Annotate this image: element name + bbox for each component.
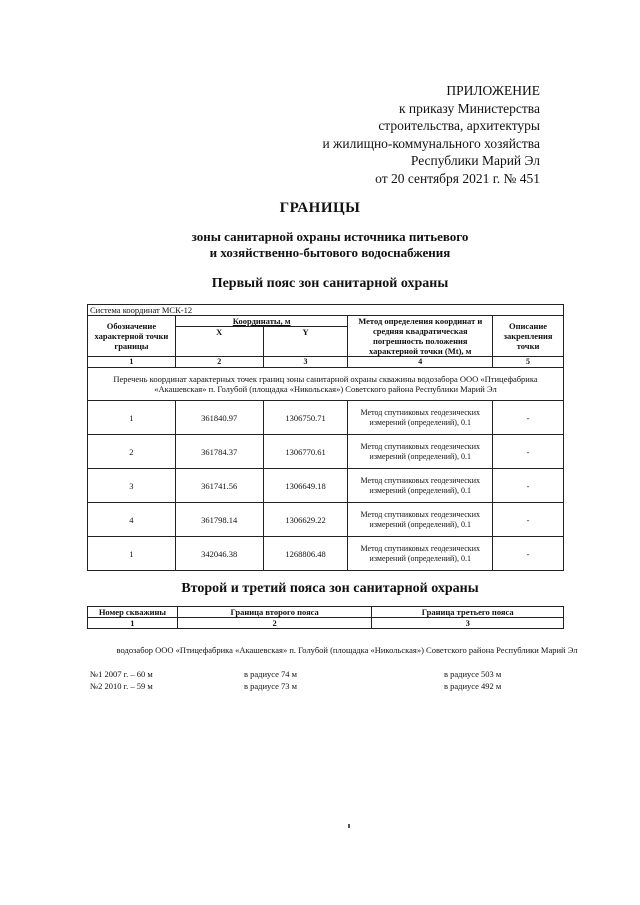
appendix-block bbox=[240, 82, 540, 187]
appendix-line: ПРИЛОЖЕНИЕ bbox=[446, 83, 540, 98]
well-number: №2 2010 г. – 59 м bbox=[90, 681, 153, 691]
cell-y: 1306629.22 bbox=[263, 503, 348, 537]
header-method: Метод определения координат и средняя квадратическая погрешность положения характерной точки (Mt), м bbox=[348, 316, 493, 357]
cell-method: Метод спутниковых геодезических измерений (определений), 0.1 bbox=[348, 469, 493, 503]
col-number: 3 bbox=[263, 357, 348, 368]
cell-method: Метод спутниковых геодезических измерений (определений), 0.1 bbox=[348, 537, 493, 571]
coord-system-label: Система координат МСК-12 bbox=[88, 305, 564, 316]
cell-x: 361798.14 bbox=[175, 503, 263, 537]
col-number: 1 bbox=[88, 618, 178, 629]
cell-y: 1268806.48 bbox=[263, 537, 348, 571]
well-second-zone: в радиусе 74 м bbox=[244, 669, 298, 679]
header-coords: Координаты, м bbox=[175, 316, 348, 327]
cell-method: Метод спутниковых геодезических измерений (определений), 0.1 bbox=[348, 503, 493, 537]
zones-table bbox=[87, 606, 564, 629]
header-third-zone: Граница третьего пояса bbox=[372, 607, 564, 618]
col-number: 2 bbox=[177, 618, 372, 629]
cell-point: 2 bbox=[88, 435, 176, 469]
cell-x: 361741.56 bbox=[175, 469, 263, 503]
cell-y: 1306750.71 bbox=[263, 401, 348, 435]
appendix-line: к приказу Министерства bbox=[398, 100, 540, 116]
table-row bbox=[88, 503, 564, 537]
col-number: 3 bbox=[372, 618, 564, 629]
appendix-line: и жилищно-коммунального хозяйства bbox=[322, 135, 540, 151]
col-number: 5 bbox=[493, 357, 564, 368]
cell-x: 361840.97 bbox=[175, 401, 263, 435]
cell-fix: - bbox=[493, 401, 564, 435]
col-number: 2 bbox=[175, 357, 263, 368]
document-subtitle bbox=[0, 229, 640, 261]
cell-x: 361784.37 bbox=[175, 435, 263, 469]
header-y: Y bbox=[263, 327, 348, 357]
cell-point: 4 bbox=[88, 503, 176, 537]
cell-y: 1306649.18 bbox=[263, 469, 348, 503]
cell-method: Метод спутниковых геодезических измерений (определений), 0.1 bbox=[348, 435, 493, 469]
well-third-zone: в радиусе 492 м bbox=[444, 681, 502, 691]
cell-fix: - bbox=[493, 537, 564, 571]
subtitle-line-1: зоны санитарной охраны источника питьевого bbox=[191, 229, 469, 244]
appendix-line: строительства, архитектуры bbox=[378, 118, 540, 133]
document-title: ГРАНИЦЫ bbox=[279, 200, 361, 216]
header-point: Обозначение характерной точки границы bbox=[88, 316, 176, 357]
header-second-zone: Граница второго пояса bbox=[177, 607, 372, 618]
header-x: X bbox=[175, 327, 263, 357]
cell-method: Метод спутниковых геодезических измерений (определений), 0.1 bbox=[348, 401, 493, 435]
first-zone-heading: Первый пояс зон санитарной охраны bbox=[211, 276, 449, 291]
header-fixing: Описание закрепления точки bbox=[493, 316, 564, 357]
well-third-zone: в радиусе 503 м bbox=[444, 669, 502, 679]
cell-point: 1 bbox=[88, 537, 176, 571]
subtitle-line-2: и хозяйственно-бытового водоснабжения bbox=[209, 245, 451, 260]
header-well-number: Номер скважины bbox=[88, 607, 178, 618]
cell-x: 342046.38 bbox=[175, 537, 263, 571]
list-title: Перечень координат характерных точек границ зоны санитарной охраны скважины водозабора ООО «Птицефабрика «Акашевская» п. Голубой (площадка «Никольская») Советского района Республики Марий Эл bbox=[88, 368, 564, 401]
well-number: №1 2007 г. – 60 м bbox=[90, 669, 153, 679]
cell-y: 1306770.61 bbox=[263, 435, 348, 469]
cell-fix: - bbox=[493, 469, 564, 503]
table-row bbox=[88, 537, 564, 571]
source-line: водозабор ООО «Птицефабрика «Акашевская» п. Голубой (площадка «Никольская») Советского района Республики Марий Эл bbox=[116, 645, 578, 655]
cell-fix: - bbox=[493, 435, 564, 469]
appendix-line: от 20 сентября 2021 г. № 451 bbox=[375, 170, 540, 186]
col-number: 1 bbox=[88, 357, 176, 368]
appendix-line: Республики Марий Эл bbox=[410, 153, 540, 168]
second-zone-heading: Второй и третий пояса зон санитарной охраны bbox=[181, 581, 479, 596]
scan-mark bbox=[348, 824, 350, 828]
coordinates-table bbox=[87, 304, 564, 571]
cell-point: 1 bbox=[88, 401, 176, 435]
cell-fix: - bbox=[493, 503, 564, 537]
col-number: 4 bbox=[348, 357, 493, 368]
cell-point: 3 bbox=[88, 469, 176, 503]
well-second-zone: в радиусе 73 м bbox=[244, 681, 298, 691]
table-row bbox=[88, 401, 564, 435]
table-row bbox=[88, 469, 564, 503]
table-row bbox=[88, 435, 564, 469]
